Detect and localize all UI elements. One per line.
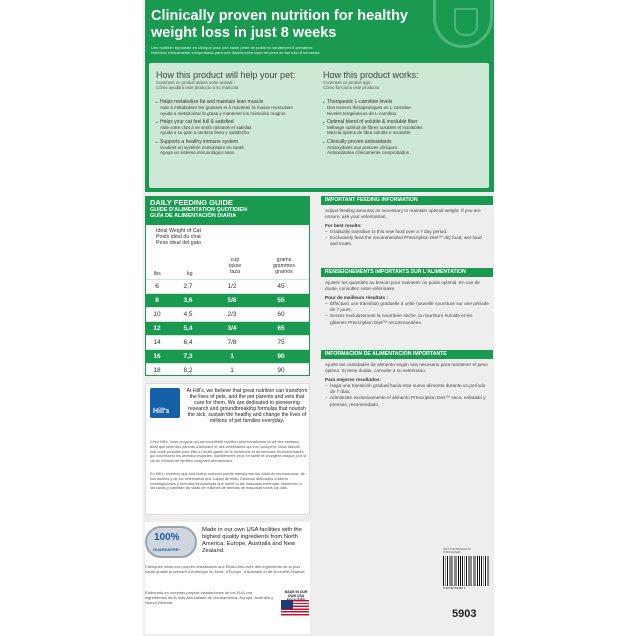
guarantee-lead: Made in our own USA facilities with the highest quality ingredients from North America, Europe, Australia and New Zealand.: [202, 527, 302, 554]
guarantee-fr: Fabriquée dans nos propres installations aux États-Unis avec des ingrédients de la plus haute qualité provenant d'Amérique du Nord, d'Europe, d'Australie et de Nouvelle-Zélande.: [145, 564, 306, 574]
feeding-info-body-es: Ajuste las cantidades de alimento según sea necesario para mantener el peso óptimo. Si tiene dudas, consulte a su veterinario. Para mejores resultados: – Haga una transición gradual hacia este nuevo alimento durante un período de 7 días. – Administre exclusivamente el alimento Prescription Diet™ seco, enlatado y premios, recomendado.: [321, 359, 493, 411]
table-row: 16 7,3 1 90: [146, 349, 309, 363]
feeding-guide-header: [146, 197, 309, 225]
barcode-icon: [443, 556, 489, 586]
hero-sub-fr: Une nutrition éprouvée en clinique pour une saine perte de poids en seulement 8 semaines.: [151, 45, 314, 50]
works-item: • Therapeutic L-carnitine levels Des teneurs thérapeutiques en L-carnitine Niveles terapéuticos de L-carnitina: [323, 100, 483, 116]
table-row: 12 5,4 3/4 65: [146, 321, 309, 335]
help-title-es: Cómo ayudará este producto a su mascota: [156, 85, 239, 90]
feeding-guide-columns: [146, 225, 309, 279]
help-list: [156, 100, 316, 156]
help-item: • Supports a healthy immune system Soutient un système immunitaire en santé Apoya un sistema inmunológico sano: [156, 140, 316, 156]
feeding-guide-title-es: GUÍA DE ALIMENTACIÓN DIARIA: [150, 213, 237, 219]
benefits-panel: [149, 63, 489, 188]
feeding-info-fr: [321, 268, 493, 329]
grams-header: grams grammes gramos: [272, 257, 296, 275]
works-title: How this product works:: [323, 70, 419, 80]
feeding-info-title-fr: RENSEIGNEMENTS IMPORTANTS SUR L'ALIMENTATION: [321, 268, 493, 277]
weight-header: Ideal Weight of Cat Poids idéal du chat Peso ideal del gato: [156, 228, 202, 247]
made-in-usa-label: MADE IN OUR OWN USA: [284, 590, 308, 598]
lbs-header: lbs: [154, 271, 161, 277]
hero-title: Clinically proven nutrition for healthy weight loss in just 8 weeks: [151, 8, 408, 41]
table-row: 8 3,6 5/8 55: [146, 293, 309, 307]
hills-lead: At Hill's, we believe that great nutrition can transform the lives of pets, and the pet parents and vets that care for them. We are dedicated to pioneering research and groundbreaking formulas that nourish the sick, sustain the healthy and change the lives of millions of pet families everyday.: [186, 388, 308, 425]
help-title: How this product will help your pet:: [156, 70, 296, 80]
barcode-number: 0 52742 59430 1: [443, 586, 466, 591]
product-code: 5903: [452, 608, 477, 620]
hero-sub-es: Nutrición clínicamente comprobada para una disminución sana de peso en tan sólo 8 semanas.: [151, 50, 321, 55]
table-row: 6 2,7 1/2 45: [146, 279, 309, 293]
barcode-notes: NOT FOR RESALE IN PURCHASED: [443, 547, 471, 555]
hills-fr: Chez Hill's, nous croyons qu'une excellente nutrition peut transformer la vie des animaux, ainsi que celle des parents d'animaux et des vétérinaires qui s'en occupent. Nous faisons tout notre possible pour être à l'avant-garde de la recherche et de formules révolutionnaires qui nourrissent les animaux malades, maintiennent ceux en santé et changent chaque jour la vie de millions de familles comptant des animaux.: [150, 440, 306, 464]
help-column: [156, 70, 316, 160]
feeding-info-title-es: INFORMACION DE ALIMENTACION IMPORTANTE: [321, 350, 493, 359]
kg-header: kg: [187, 271, 193, 277]
hero-subtitle: [151, 45, 471, 55]
hills-es: En Hill's, creemos que una buena nutrición puede transformar las vidas de las mascotas, de sus dueños y de los veterinarios que cuidan de ellas. Estamos dedicados a liderar investigaciones y fórmulas innovadoras que nutren a las mascotas enfermas, mantienen a las sanas y cambian las vidas de millones de familias de mascotas todos los días.: [150, 472, 305, 491]
feeding-info-en: [321, 196, 493, 251]
feeding-guide-title: DAILY FEEDING GUIDE: [150, 198, 233, 207]
help-item: • Helps your cat feel full & satisfied Aide votre chat à se sentir rassasié et satisfait Ayuda a su gato a sentirse lleno y satisfecho: [156, 120, 316, 136]
works-title-es: Cómo funciona este producto: [323, 85, 380, 90]
feeding-guide-title-fr: GUIDE D'ALIMENTATION QUOTIDIEN: [150, 207, 248, 213]
guarantee-badge: 100% GUARANTEE*: [145, 526, 197, 558]
works-list: [323, 100, 483, 156]
barcode: [443, 548, 489, 598]
hills-statement: [145, 383, 310, 515]
flask-icon: [433, 0, 493, 48]
hills-logo: Hill's: [150, 388, 180, 418]
help-title-fr: Comment ce produit aidera votre animal :: [156, 80, 235, 85]
table-row: 14 6,4 7/8 75: [146, 335, 309, 349]
guarantee-block: [145, 522, 310, 634]
feeding-info-body-en: Adjust feeding amounts as necessary to maintain optimal weight. If you are unsure, ask your veterinarian. For best results: – Gradually transition to this new food over a 7 day period. – Exclusively feed the recommended Prescription Diet™ dry food, wet food and treats.: [321, 205, 493, 251]
feeding-info-body-fr: Ajustez les quantités au besoin pour maintenir un poids optimal. En cas de doute, consultez votre vétérinaire. Pour de meilleurs résultats : – Effectuez une transition graduelle à cette nouvelle nourriture sur une période de 7 jours. – Servez exclusivement la nourriture sèche, la nourriture humide et les gâteries Prescription Diet™ recommandées.: [321, 277, 493, 329]
cup-header: cup tasse taza: [228, 257, 242, 275]
feeding-guide: [145, 196, 310, 376]
table-row: 18 8,2 1 90: [146, 363, 309, 377]
works-column: [323, 70, 483, 160]
feeding-info-title-en: IMPORTANT FEEDING INFORMATION: [321, 196, 493, 205]
works-title-fr: Comment ce produit agit :: [323, 80, 373, 85]
usa-flag-icon: [281, 600, 309, 617]
guarantee-es: Elaborado en nuestras propias instalaciones de los EUA con ingredientes de la más alta calidad de Norteamérica, Europa, Australia y Nueva Zelanda.: [145, 590, 274, 605]
help-item: • Helps metabolize fat and maintain lean muscle Aide à métaboliser les graisses et à maintenir la masse musculaire Ayuda a metabolizar la grasa y mantener los músculos magros: [156, 100, 316, 116]
feeding-info-es: [321, 350, 493, 411]
works-item: • Clinically proven antioxidants Antioxydants aux preuves cliniques Antioxidantes clínicamente comprobados: [323, 140, 483, 156]
works-item: • Optimal blend of soluble & insoluble fiber Mélange optimal de fibres solubles et insolubles Mezcla óptima de fibra soluble e insoluble: [323, 120, 483, 136]
table-row: 10 4,5 2/3 60: [146, 307, 309, 321]
